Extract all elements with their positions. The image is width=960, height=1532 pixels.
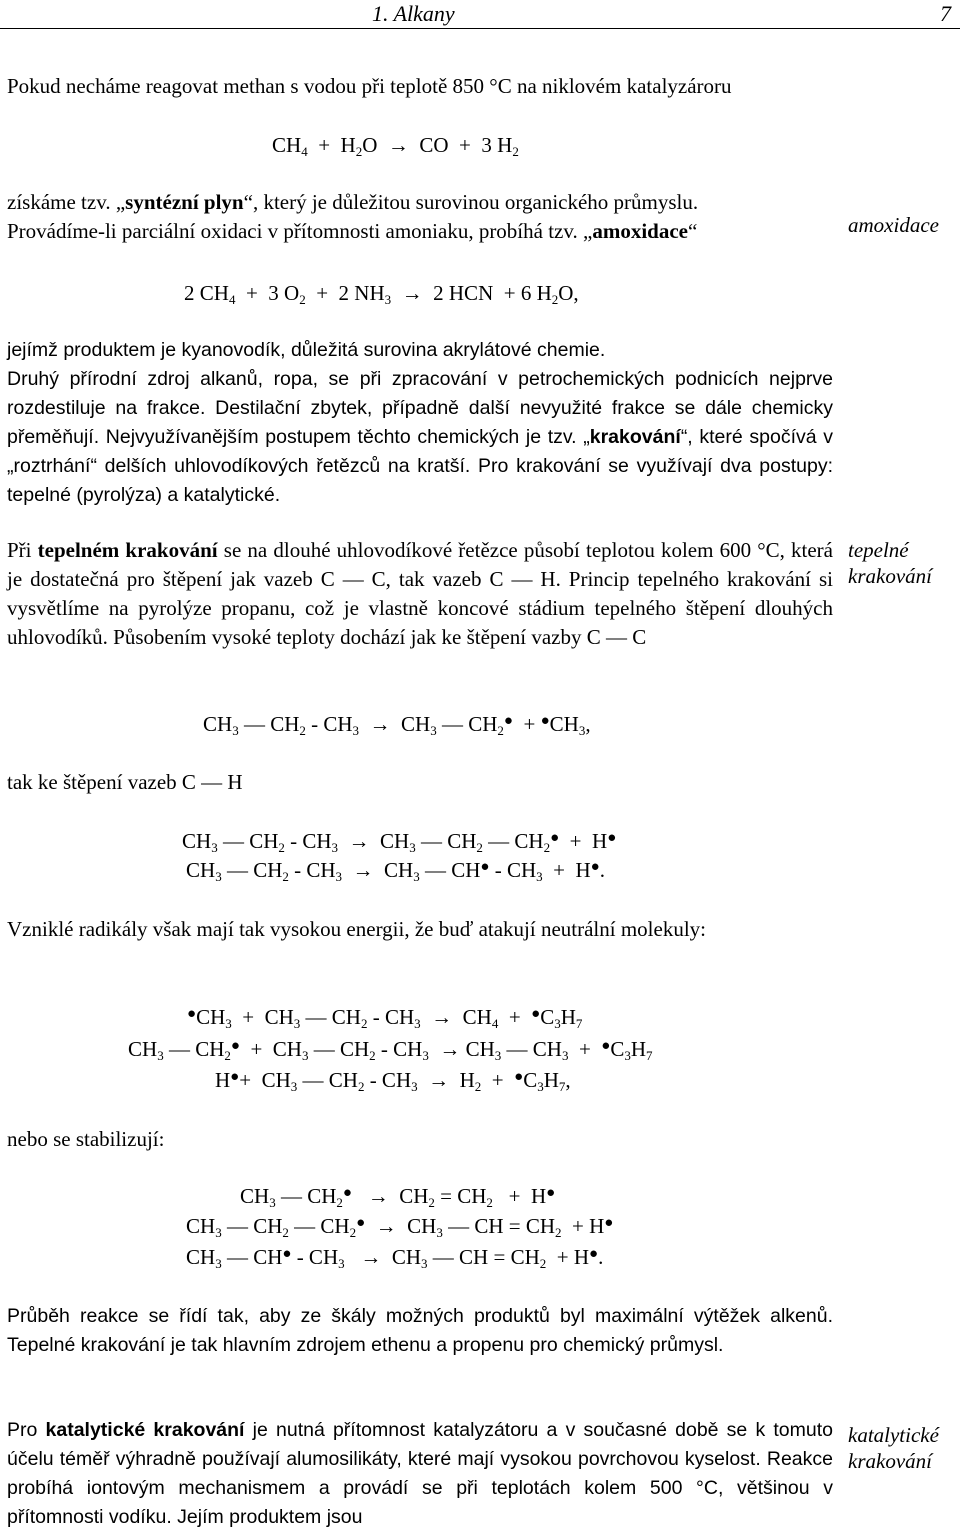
paragraph-thermal-cracking: Při tepelném krakování se na dlouhé uhlovodíkové řetězce působí teplotou kolem 600 °C, která je dostatečná pro štěpení jak vazeb C — C, tak vazeb C — H. Princip tepelného krakování si vysvětlíme na pyrolýze propanu, což je vlastně koncové stádium tepelného štěpení dlouhých uhlovodíků. Působením vysoké teploty dochází jak ke štěpení vazby C — C: [7, 538, 833, 649]
paragraph-hcn: jejímž produktem je kyanovodík, důležitá surovina akrylátové chemie.: [7, 339, 606, 361]
paragraph-stabilize: nebo se stabilizují:: [7, 1127, 165, 1151]
paragraph-alkene-yield: Průběh reakce se řídí tak, aby ze škály možných produktů byl maximální výtěžek alkenů. Tepelné krakování je tak hlavním zdrojem ethenu a propenu pro chemický průmysl.: [7, 1305, 833, 1356]
paragraph-syngas: získáme tzv. „syntézní plyn“, který je důležitou surovinou organického průmyslu.: [7, 190, 699, 214]
margin-note-amoxidace: amoxidace: [848, 213, 939, 237]
equation-ch-split-1: $CH_3$ — $CH_2 - CH_3 \to CH_3$ — $CH_2$ — $CH_2^● + H^●$: [182, 829, 617, 855]
equation-cc-split: $CH_3$ — $CH_2 - CH_3 \to CH_3$ — $CH_2^● + ^●CH_3$,: [203, 712, 591, 738]
page-header: [0, 0, 960, 29]
margin-note-thermal: tepelné krakování: [848, 538, 932, 588]
equation-amoxidation: 2 $CH_4 + 3$ $O_2 + 2$ $NH_3 \to 2$ HCN + 6 $H_2O$,: [184, 281, 579, 307]
paragraph-ch-split: tak ke štěpení vazeb C — H: [7, 770, 243, 794]
paragraph-radicals: Vzniklé radikály však mají tak vysokou energii, že buď atakují neutrální molekuly:: [7, 917, 707, 941]
equation-attack-2: $CH_3$ — $CH_2^● + CH_3$ — $CH_2 - CH_3 \to CH_3$ — $CH_3 + ^●C_3H_7$: [128, 1037, 653, 1063]
equation-ch-split-2: $CH_3$ — $CH_2 - CH_3 \to CH_3$ — $CH^● - CH_3 + H^●$.: [186, 858, 605, 884]
page-number: 7: [940, 1, 951, 26]
equation-attack-1: $^●CH_3 + CH_3$ — $CH_2 - CH_3 \to CH_4 + ^●C_3H_7$: [187, 1005, 583, 1031]
equation-stabilize-2: $CH_3$ — $CH_2$ — $CH_2^● \to CH_3$ — CH = $CH_2 + H^●$: [186, 1214, 614, 1240]
paragraph-methane-steam: Pokud necháme reagovat methan s vodou při teplotě 850 °C na niklovém katalyzároru: [7, 74, 732, 98]
chapter-title: 1. Alkany: [372, 1, 455, 26]
equation-syngas: $CH_4 + H_2O$ → CO + 3 $H_2$: [272, 133, 519, 159]
paragraph-catalytic-cracking: Pro katalytické krakování je nutná přítomnost katalyzátoru a v současné době se k tomuto účelu téměř výhradně používají alumosilikáty, které mají vysokou povrchovou kyselost. Reakce probíhá iontovým mechanismem a provádí se při teplotách kolem 500 °C, většinou v přítomnosti vodíku. Jejím produktem jsou: [7, 1419, 833, 1528]
paragraph-amoxidation: Provádíme-li parciální oxidaci v přítomnosti amoniaku, probíhá tzv. „amoxidace“: [7, 219, 698, 243]
paragraph-crude-oil: Druhý přírodní zdroj alkanů, ropa, se při zpracování v petrochemických podnicích nejprve rozdestiluje na frakce. Destilační zbytek, případně další nevyužité frakce se dále chemicky přeměňují. Nejvyužívanějším postupem těchto chemických je tzv. „krakování“, které spočívá v „roztrhání“ delších uhlovodíkových řetězců na kratší. Pro krakování se využívají dva postupy: tepelné (pyrolýza) a katalytické.: [7, 368, 834, 506]
equation-stabilize-3: $CH_3$ — $CH^● - CH_3 \to CH_3$ — CH = $CH_2 + H^●$.: [186, 1245, 604, 1271]
equation-attack-3: $H^●+ CH_3$ — $CH_2 - CH_3 \to H_2 + ^●C_3H_7$,: [215, 1068, 571, 1094]
margin-note-catalytic: katalytické krakování: [848, 1423, 939, 1473]
equation-stabilize-1: $CH_3$ — $CH_2^● \to CH_2 = CH_2 + H^●$: [240, 1184, 556, 1210]
